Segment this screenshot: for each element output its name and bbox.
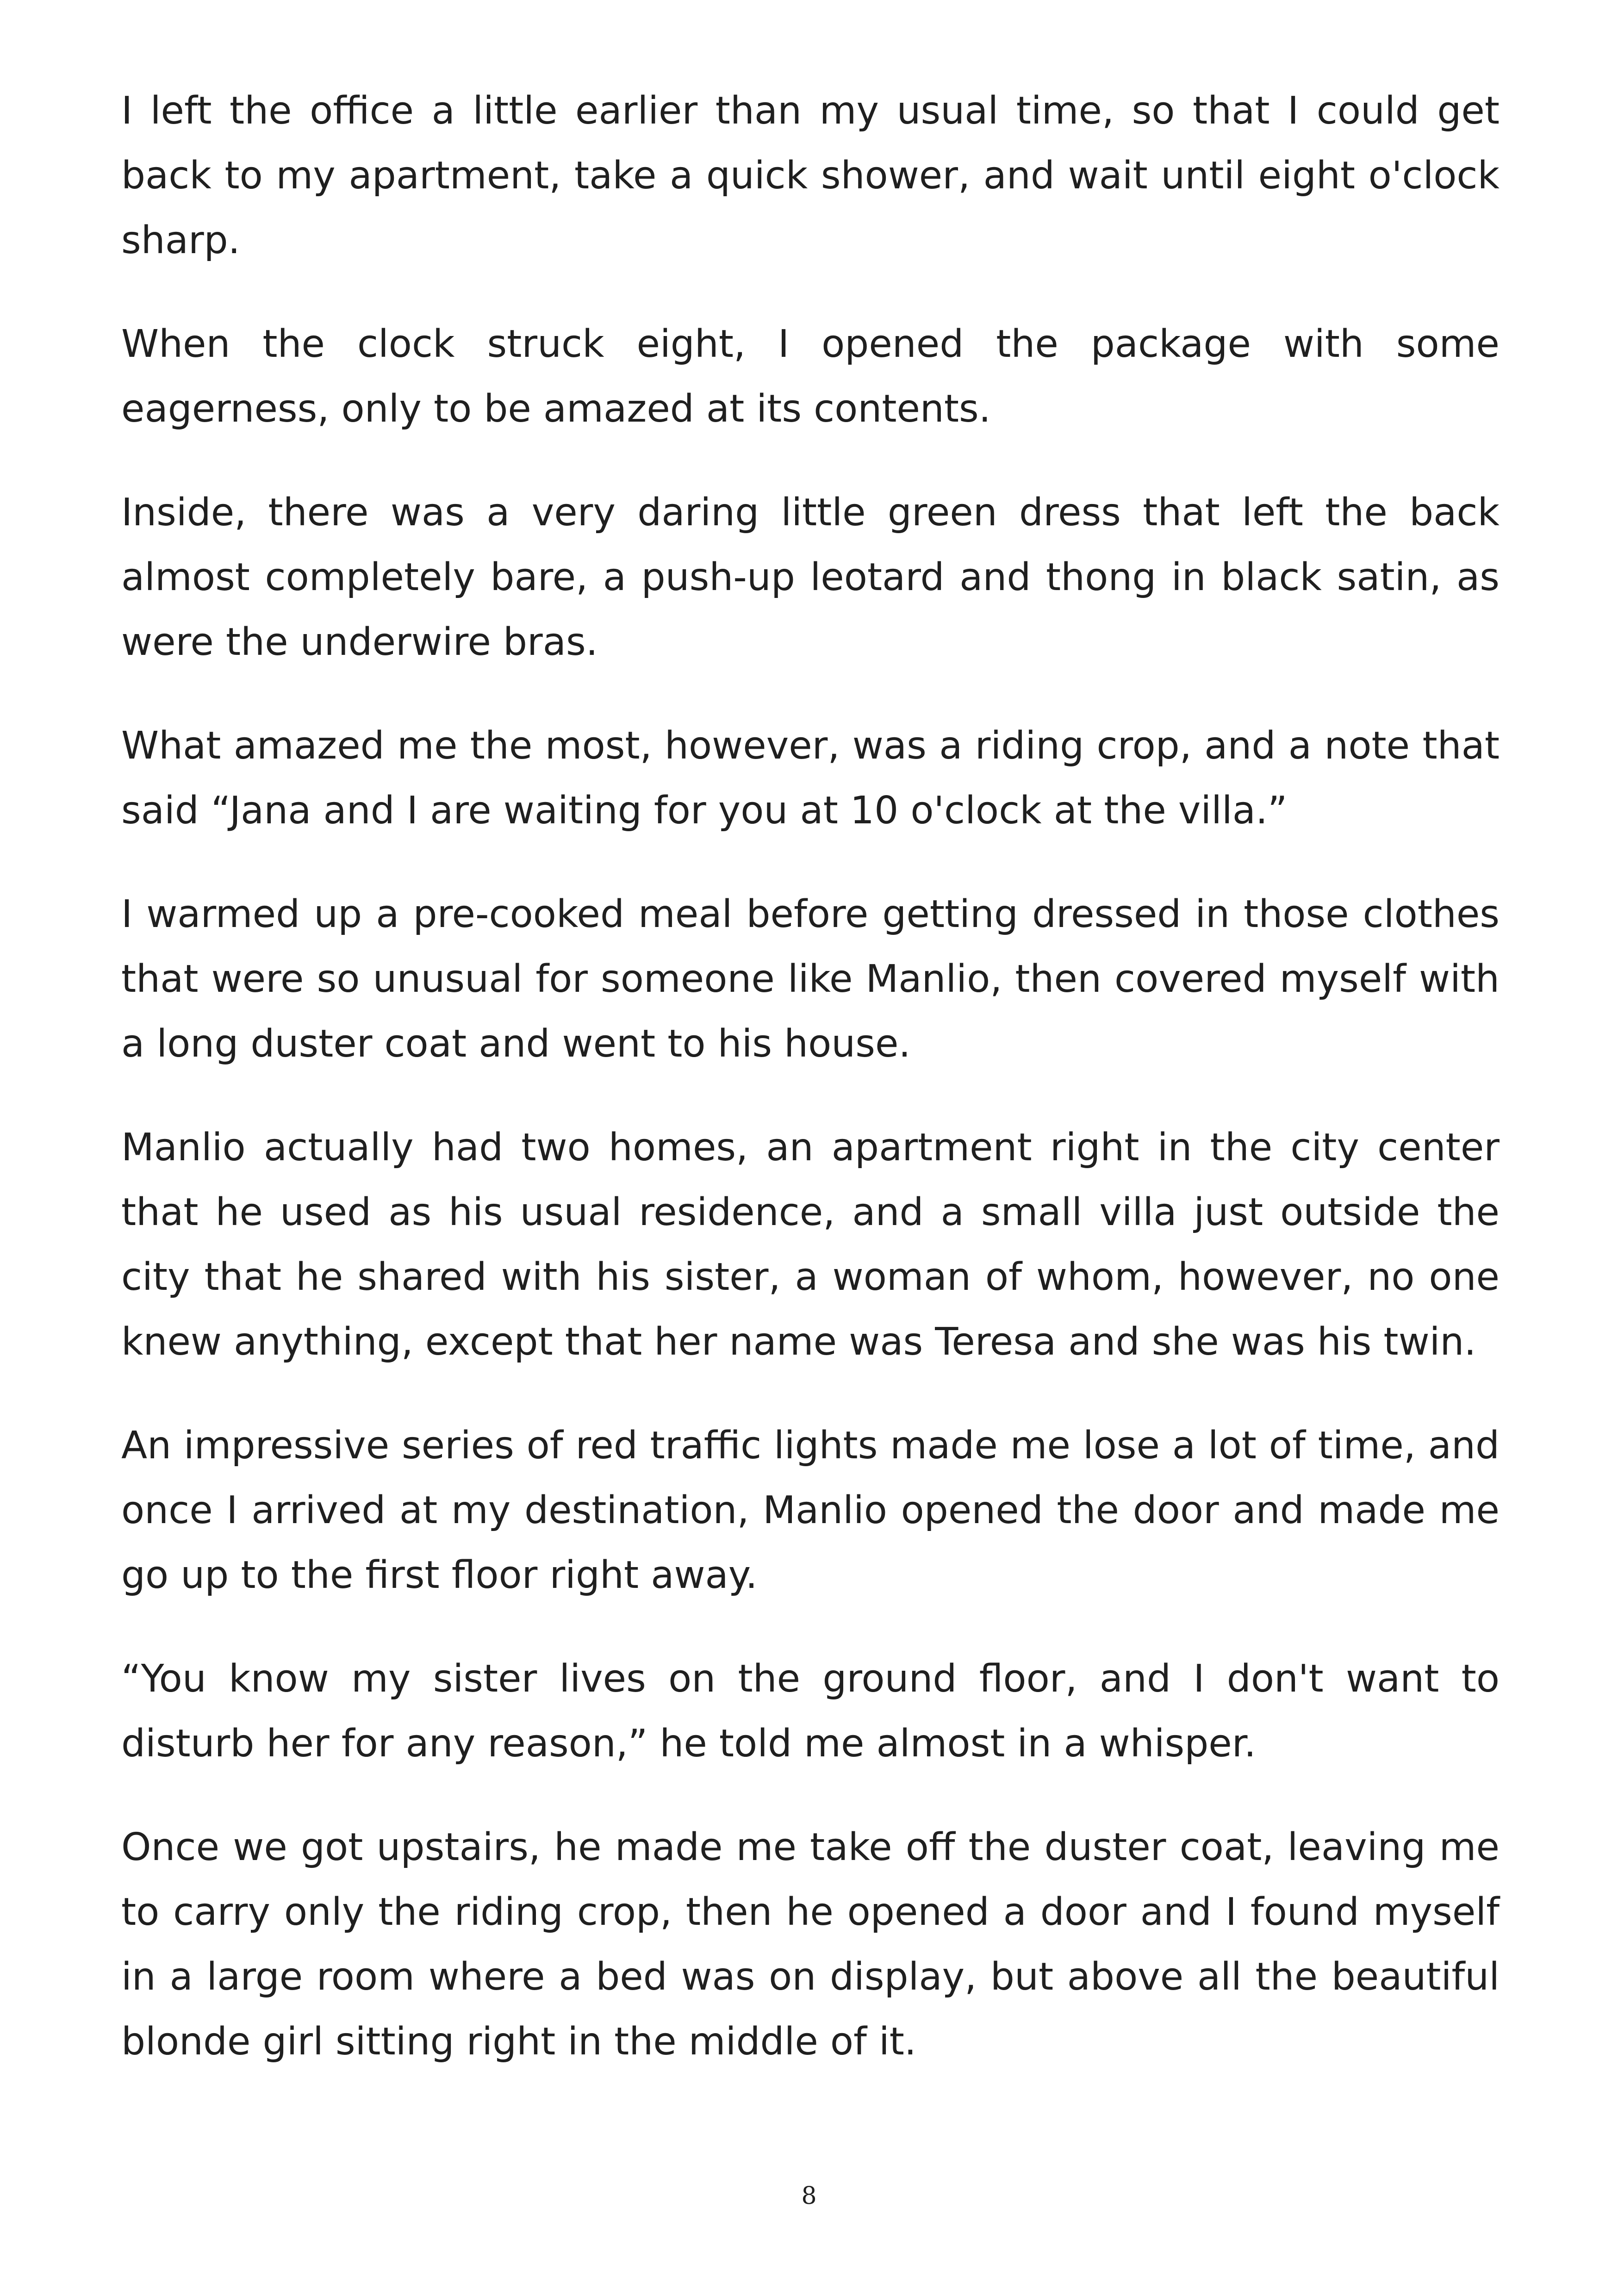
paragraph-7: An impressive series of red traffic lights made me lose a lot of time, and once I arrived at my destination, Manlio opened the door and made me go up to the first floor right away. bbox=[121, 1424, 1500, 1597]
paragraph-2: When the clock struck eight, I opened the package with some eagerness, only to be amazed at its contents. bbox=[121, 322, 1500, 431]
paragraph-8: “You know my sister lives on the ground floor, and I don't want to disturb her for any reason,” he told me almost in a whisper. bbox=[121, 1657, 1500, 1766]
paragraph-6: Manlio actually had two homes, an apartment right in the city center that he used as his usual residence, and a small villa just outside the city that he shared with his sister, a woman of whom, however, no one knew anything, except that her name was Teresa and she was his twin. bbox=[121, 1126, 1500, 1364]
paragraph-3: Inside, there was a very daring little green dress that left the back almost completely bare, a push-up leotard and thong in black satin, as were the underwire bras. bbox=[121, 491, 1500, 664]
paragraph-9: Once we got upstairs, he made me take off the duster coat, leaving me to carry only the riding crop, then he opened a door and I found myself in a large room where a bed was on display, but above all the beautiful blonde girl sitting right in the middle of it. bbox=[121, 1825, 1500, 2064]
paragraph-5: I warmed up a pre-cooked meal before getting dressed in those clothes that were so unusual for someone like Manlio, then covered myself with a long duster coat and went to his house. bbox=[121, 892, 1500, 1066]
page-number: 8 bbox=[801, 2182, 817, 2210]
page-body bbox=[121, 79, 1500, 2113]
paragraph-4: What amazed me the most, however, was a riding crop, and a note that said “Jana and I are waiting for you at 10 o'clock at the villa.” bbox=[121, 724, 1500, 833]
paragraph-1: I left the office a little earlier than my usual time, so that I could get back to my apartment, take a quick shower, and wait until eight o'clock sharp. bbox=[121, 89, 1500, 262]
